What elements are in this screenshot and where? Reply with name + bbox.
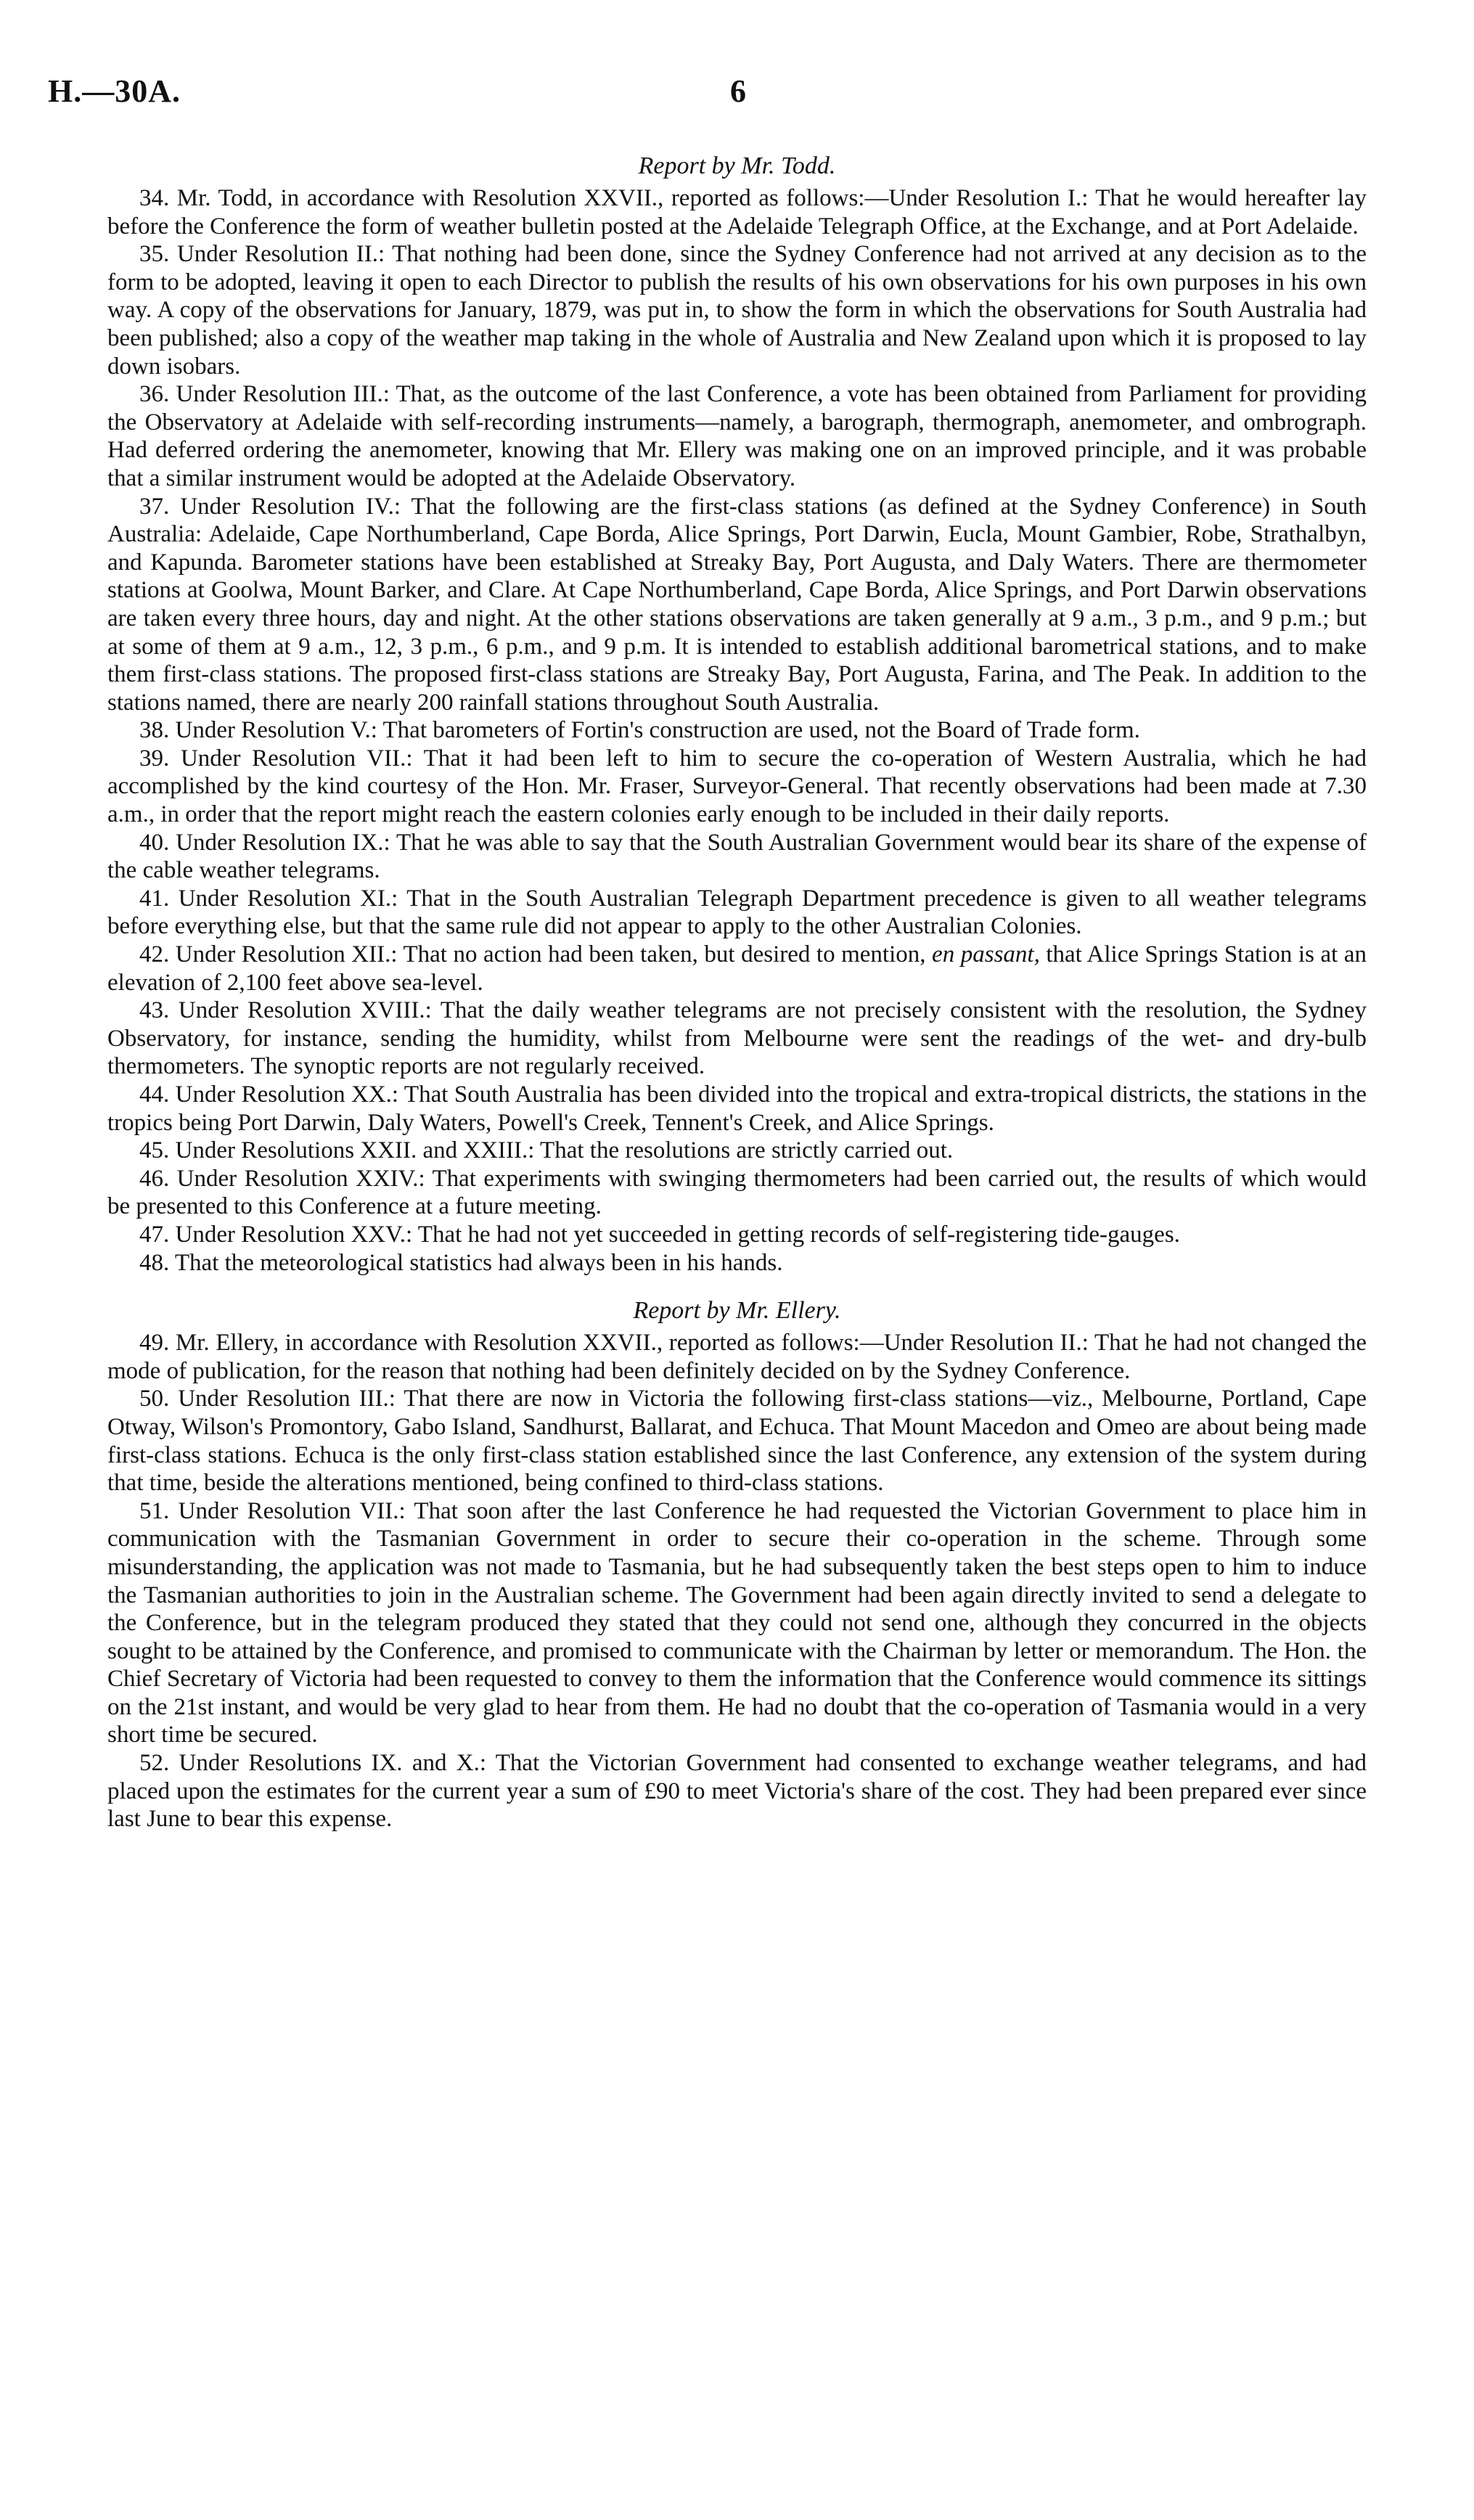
paragraph-42-italic-phrase: en passant, xyxy=(932,941,1040,968)
paragraph-43: 43. Under Resolution XVIII.: That the daily weather telegrams are not precisely consistent with the resolution, the Sydney Observatory, for instance, sending the humidity, whilst from Melbourne were sent the readings of the wet- and dry-bulb thermometers. The synoptic reports are not regularly received. xyxy=(107,997,1367,1080)
page-header xyxy=(48,73,1391,116)
paragraph-36: 36. Under Resolution III.: That, as the outcome of the last Conference, a vote has been obtained from Parliament for providing the Observatory at Adelaide with self-recording instruments—namely, a barograph, thermograph, anemometer, and ombrograph. Had deferred ordering the anemometer, knowing that Mr. Ellery was making one on an improved principle, and it was probable that a similar instrument would be adopted at the Adelaide Observatory. xyxy=(107,381,1367,491)
paragraph-42 xyxy=(107,941,1367,997)
paragraph-41: 41. Under Resolution XI.: That in the South Australian Telegraph Department precedence is given to all weather telegrams before everything else, but that the same rule did not appear to apply to the other Australian Colonies. xyxy=(107,885,1367,940)
paragraph-45: 45. Under Resolutions XXII. and XXIII.: That the resolutions are strictly carried out. xyxy=(139,1137,954,1164)
paragraph-42-text-before: 42. Under Resolution XII.: That no action had been taken, but desired to mention, xyxy=(139,941,933,968)
paragraph-52: 52. Under Resolutions IX. and X.: That the Victorian Government had consented to exchange weather telegrams, and had placed upon the estimates for the current year a sum of £90 to meet Victoria's share of the cost. They had been prepared ever since last June to bear this expense. xyxy=(107,1750,1367,1833)
paragraph-51: 51. Under Resolution VII.: That soon after the last Conference he had requested the Victorian Government to place him in communication with the Tasmanian Government in order to secure their co-operation in the scheme. Through some misunderstanding, the application was not made to Tasmania, but he had subsequently taken the best steps open to him to induce the Tasmanian authorities to join in the Australian scheme. The Government had been again directly invited to send a delegate to the Conference, but in the telegram produced they stated that they could not send one, although they concurred in the objects sought to be attained by the Conference, and promised to communicate with the Chairman by letter or memorandum. The Hon. the Chief Secretary of Victoria had been requested to convey to them the information that the Conference would commence its sittings on the 21st instant, and would be very glad to hear from them. He had no doubt that the co-operation of Tasmania would in a very short time be secured. xyxy=(107,1497,1367,1748)
page-number: 6 xyxy=(730,73,746,109)
paragraph-34: 34. Mr. Todd, in accordance with Resolution XXVII., reported as follows:—Under Resolution I.: That he would hereafter lay before the Conference the form of weather bulletin posted at the Adelaide Telegraph Office, at the Exchange, and at Port Adelaide. xyxy=(107,185,1367,240)
section-todd-report xyxy=(107,151,1367,1277)
paragraph-40: 40. Under Resolution IX.: That he was able to say that the South Australian Government would bear its share of the expense of the cable weather telegrams. xyxy=(107,829,1367,884)
paragraph-38: 38. Under Resolution V.: That barometers of Fortin's construction are used, not the Board of Trade form. xyxy=(139,717,1140,744)
paragraph-48: 48. That the meteorological statistics had always been in his hands. xyxy=(139,1249,783,1276)
paragraph-47: 47. Under Resolution XXV.: That he had not yet succeeded in getting records of self-registering tide-gauges. xyxy=(139,1221,1180,1248)
section-ellery-report xyxy=(107,1296,1367,1833)
paragraph-39: 39. Under Resolution VII.: That it had been left to him to secure the co-operation of Western Australia, which he had accomplished by the kind courtesy of the Hon. Mr. Fraser, Surveyor-General. That recently observations had been made at 7.30 a.m., in order that the report might reach the eastern colonies early enough to be included in their daily reports. xyxy=(107,745,1367,828)
paragraph-44: 44. Under Resolution XX.: That South Australia has been divided into the tropical and extra-tropical districts, the stations in the tropics being Port Darwin, Daly Waters, Powell's Creek, Tennent's Creek, and Alice Springs. xyxy=(107,1081,1367,1136)
paragraph-50: 50. Under Resolution III.: That there are now in Victoria the following first-class stations—viz., Melbourne, Portland, Cape Otway, Wilson's Promontory, Gabo Island, Sandhurst, Ballarat, and Echuca. That Mount Macedon and Omeo are about being made first-class stations. Echuca is the only first-class station established since the last Conference, any extension of the system during that time, beside the alterations mentioned, being confined to third-class stations. xyxy=(107,1386,1367,1497)
section-heading: Report by Mr. Todd. xyxy=(638,152,836,179)
document-body xyxy=(107,151,1367,1833)
paragraph-42-text-after: that Alice Springs Station is at an elevation of 2,100 feet above sea-level. xyxy=(107,941,1367,996)
paragraph-37: 37. Under Resolution IV.: That the following are the first-class stations (as defined at the Sydney Conference) in South Australia: Adelaide, Cape Northumberland, Cape Borda, Alice Springs, Port Darwin, Eucla, Mount Gambier, Robe, Strathalbyn, and Kapunda. Barometer stations have been established at Streaky Bay, Port Augusta, and Daly Waters. There are thermometer stations at Goolwa, Mount Barker, and Clare. At Cape Northumberland, Cape Borda, Alice Springs, and Port Darwin observations are taken every three hours, day and night. At the other stations observations are taken generally at 9 a.m., 3 p.m., and 9 p.m.; but at some of them at 9 a.m., 12, 3 p.m., 6 p.m., and 9 p.m. It is intended to establish additional barometrical stations, and to make them first-class stations. The proposed first-class stations are Streaky Bay, Port Augusta, Farina, and The Peak. In addition to the stations named, there are nearly 200 rainfall stations throughout South Australia. xyxy=(107,493,1367,716)
document-reference: H.—30A. xyxy=(48,73,181,109)
paragraph-49: 49. Mr. Ellery, in accordance with Resolution XXVII., reported as follows:—Under Resolution II.: That he had not changed the mode of publication, for the reason that nothing had been definitely decided on by the Sydney Conference. xyxy=(107,1330,1367,1384)
paragraph-46: 46. Under Resolution XXIV.: That experiments with swinging thermometers had been carried out, the results of which would be presented to this Conference at a future meeting. xyxy=(107,1165,1367,1220)
section-heading: Report by Mr. Ellery. xyxy=(633,1297,841,1325)
paragraph-35: 35. Under Resolution II.: That nothing had been done, since the Sydney Conference had not arrived at any decision as to the form to be adopted, leaving it open to each Director to publish the results of his own observations for his own purposes in his own way. A copy of the observations for January, 1879, was put in, to show the form in which the observations for South Australia had been published; also a copy of the weather map taking in the whole of Australia and New Zealand upon which it is proposed to lay down isobars. xyxy=(107,241,1367,380)
